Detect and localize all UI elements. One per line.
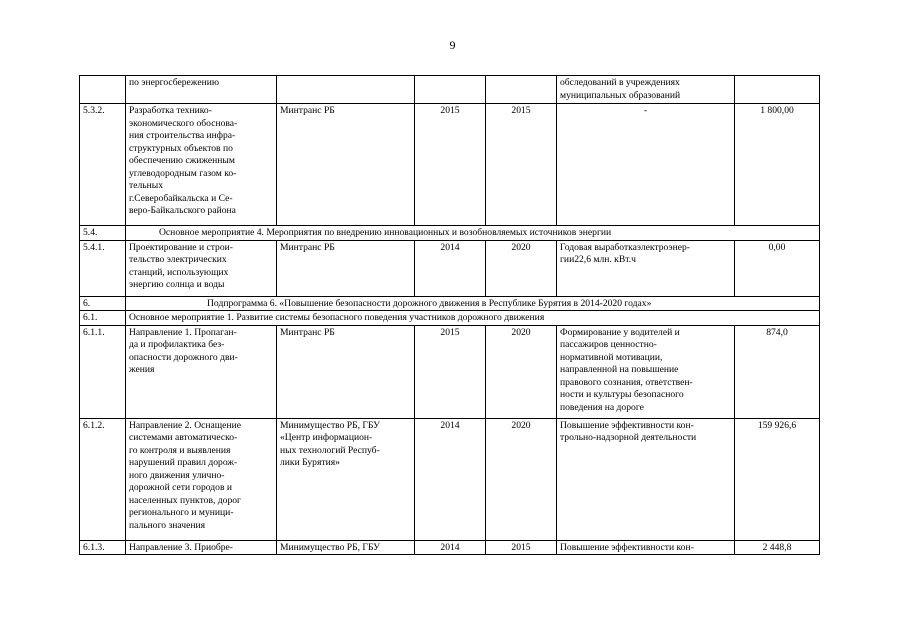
measure-name: Направление 2. Оснащение системами автоматическо- го контроля и выявления нарушений правил дорож- ного движения улично- дорожной сети городов и населенных пунктов, дорог регионального и муници- пального значения — [126, 418, 277, 540]
expected-result: обследований в учреждениях муниципальных образований — [557, 76, 735, 104]
start-year: 2014 — [415, 418, 486, 540]
section-row — [80, 311, 820, 326]
funding-amount — [735, 76, 820, 104]
row-number: 6.1.3. — [80, 540, 126, 555]
expected-result: - — [557, 104, 735, 226]
executor — [277, 76, 415, 104]
row-number: 5.4.1. — [80, 240, 126, 296]
start-year: 2015 — [415, 325, 486, 418]
measure-name: Проектирование и строи- тельство электрических станций, использующих энергию солнца и воды — [126, 240, 277, 296]
executor: Минтранс РБ — [277, 240, 415, 296]
start-year: 2015 — [415, 104, 486, 226]
row-number: 6.1.2. — [80, 418, 126, 540]
expected-result: Формирование у водителей и пассажиров ценностно- нормативной мотивации, направленной на повышение правового сознания, ответствен- ности и культуры безопасного поведения на дороге — [557, 325, 735, 418]
end-year: 2015 — [486, 104, 557, 226]
start-year: 2014 — [415, 540, 486, 555]
executor: Минимущество РБ, ГБУ «Центр информацион- ных технологий Респуб- лики Бурятия» — [277, 418, 415, 540]
row-number — [80, 76, 126, 104]
funding-amount: 159 926,6 — [735, 418, 820, 540]
table-row — [80, 540, 820, 555]
executor: Минтранс РБ — [277, 325, 415, 418]
executor: Минимущество РБ, ГБУ — [277, 540, 415, 555]
funding-amount: 1 800,00 — [735, 104, 820, 226]
expected-result: Годовая выработкаэлектроэнер- гии22,6 млн. кВт.ч — [557, 240, 735, 296]
measure-name: Направление 3. Приобре- — [126, 540, 277, 555]
funding-amount: 2 448,8 — [735, 540, 820, 555]
funding-amount: 0,00 — [735, 240, 820, 296]
end-year: 2015 — [486, 540, 557, 555]
executor: Минтранс РБ — [277, 104, 415, 226]
measure-name: Направление 1. Пропаган- да и профилактика без- опасности дорожного дви- жения — [126, 325, 277, 418]
row-number: 6.1.1. — [80, 325, 126, 418]
end-year — [486, 76, 557, 104]
row-number: 5.3.2. — [80, 104, 126, 226]
section-row — [80, 226, 820, 241]
end-year: 2020 — [486, 240, 557, 296]
funding-amount: 874,0 — [735, 325, 820, 418]
measure-name: по энергосбережению — [126, 76, 277, 104]
section-row — [80, 296, 820, 311]
start-year — [415, 76, 486, 104]
expected-result: Повышение эффективности кон- трольно-надзорной деятельности — [557, 418, 735, 540]
expected-result: Повышение эффективности кон- — [557, 540, 735, 555]
row-number: 6.1. — [80, 311, 126, 326]
section-title: Подпрограмма 6. «Повышение безопасности дорожного движения в Республике Бурятия в 2014-2020 годах» — [126, 296, 820, 311]
table-row — [80, 104, 820, 226]
table-row — [80, 325, 820, 418]
table-row — [80, 240, 820, 296]
section-title: Основное мероприятие 4. Мероприятия по внедрению инновационных и возобновляемых источников энергии — [126, 226, 820, 241]
end-year: 2020 — [486, 325, 557, 418]
start-year: 2014 — [415, 240, 486, 296]
section-title: Основное мероприятие 1. Развитие системы безопасного поведения участников дорожного движения — [126, 311, 820, 326]
program-table — [79, 75, 820, 555]
table-row — [80, 76, 820, 104]
end-year: 2020 — [486, 418, 557, 540]
page-number: 9 — [449, 38, 456, 52]
row-number: 6. — [80, 296, 126, 311]
table-row — [80, 418, 820, 540]
row-number: 5.4. — [80, 226, 126, 241]
measure-name: Разработка технико- экономического обоснова- ния строительства инфра- структурных объектов по обеспечению сжиженным углеводородным газом ко- тельных г.Северобайкальска и Се- веро-Байкальского района — [126, 104, 277, 226]
